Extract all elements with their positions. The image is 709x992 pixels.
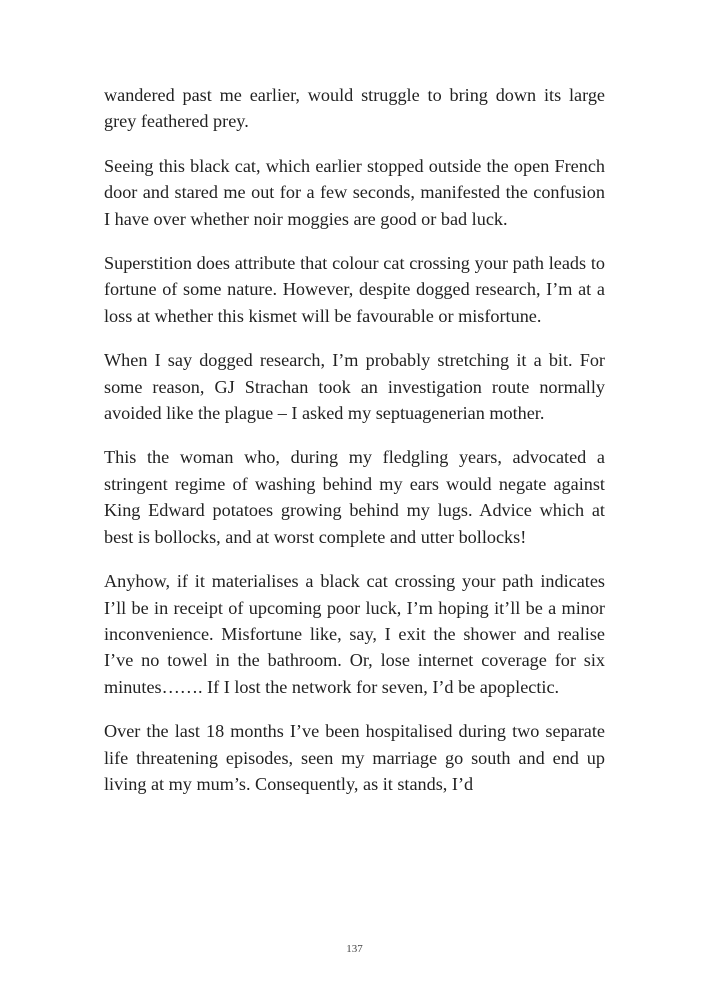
paragraph-3: Superstition does attribute that colour cat crossing your path leads to fortune of some nature. However, despite dogged research, I’m at a loss at whether this kismet will be favourable or misfortune. bbox=[104, 253, 605, 326]
paragraph-5: This the woman who, during my fledgling years, advocated a stringent regime of washing behind my ears would negate against King Edward potatoes growing behind my lugs. Advice which at best is bollocks, and at worst complete and utter bollocks! bbox=[104, 447, 605, 547]
page-number: 137 bbox=[346, 943, 363, 955]
paragraph-4: When I say dogged research, I’m probably stretching it a bit. For some reason, GJ Strachan took an investigation route normally avoided like the plague – I asked my septuagenerian mother. bbox=[104, 350, 605, 424]
paragraph-2: Seeing this black cat, which earlier stopped outside the open French door and stared me out for a few seconds, manifested the confusion I have over whether noir moggies are good or bad luck. bbox=[104, 155, 605, 229]
paragraph-7: Over the last 18 months I’ve been hospitalised during two separate life threatening episodes, seen my marriage go south and end up living at my mum’s. Consequently, as it stands, I’d bbox=[104, 721, 605, 794]
body-text bbox=[104, 82, 605, 815]
paragraph-6: Anyhow, if it materialises a black cat crossing your path indicates I’ll be in receipt of upcoming poor luck, I’m hoping it’ll be a minor inconvenience. Misfortune like, say, I exit the shower and realise I’ve no towel in the bathroom. Or, lose internet coverage for six minutes……. If I lost the network for seven, I’d be apoplectic. bbox=[104, 571, 605, 697]
paragraph-1: wandered past me earlier, would struggle to bring down its large grey feathered prey. bbox=[104, 85, 605, 132]
